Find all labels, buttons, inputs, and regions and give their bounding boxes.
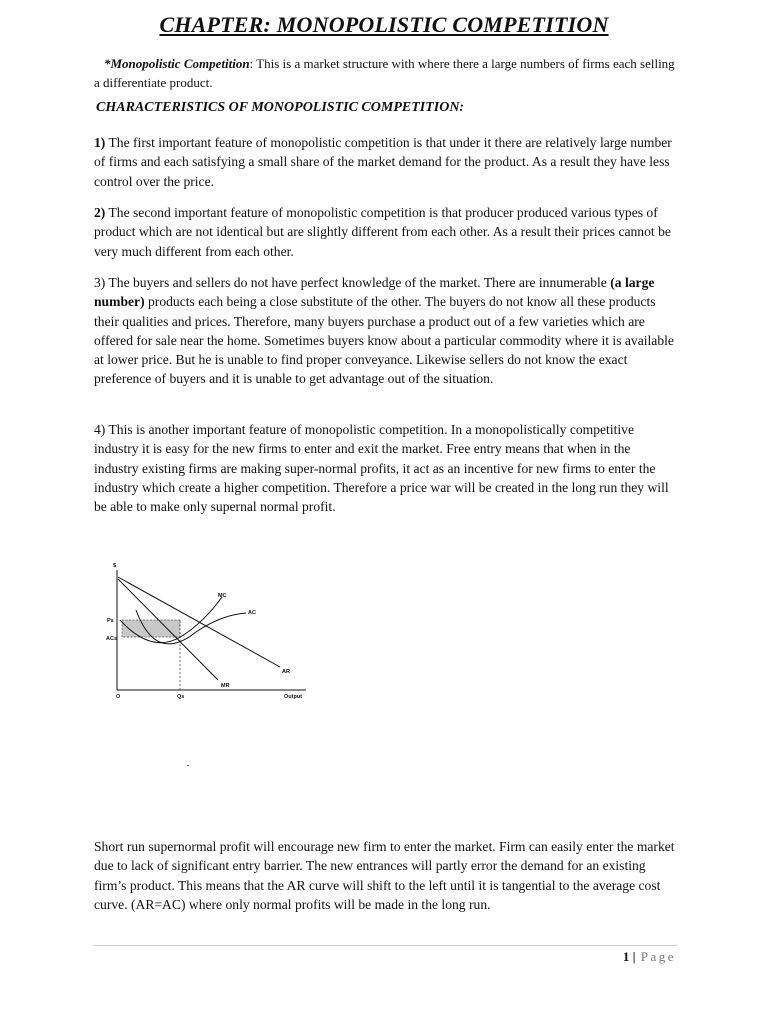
paragraph-3-bold: (a large number): [94, 275, 655, 310]
quantity-label: Qs: [177, 694, 185, 700]
footer-separator: |: [632, 949, 636, 964]
paragraph-3-text-end: products each being a close substitute of the other. The buyers do not know all these products their qualities and prices. Therefore, many buyers purchase a product out of a few varieties which are offered for sale near the home. Sometimes buyers know about a particular commodity where it is available at lower price. But he is unable to find proper conveyance. Likewise sellers do not know the exact preference of buyers and it is unable to get advantage out of the situation.: [94, 294, 674, 387]
paragraph-3: [94, 273, 676, 389]
paragraph-5: Short run supernormal profit will encourage new firm to enter the market. Firm can easily enter the market due to lack of significant entry barrier. The new entrances will partly error the demand for an existing firm’s product. This means that the AR curve will shift to the left until it is tangential to the average cost curve. (AR=AC) where only normal profits will be made in the long run.: [94, 839, 675, 912]
paragraph-1-number: 1): [94, 135, 106, 150]
paragraph-2-number: 2): [94, 205, 106, 220]
y-axis-label: $: [113, 563, 117, 569]
page-footer: [623, 949, 676, 965]
ar-label: AR: [282, 669, 290, 675]
supernormal-profit-area: [122, 620, 180, 637]
stray-mark: [187, 765, 189, 766]
mc-label: MC: [218, 593, 227, 599]
paragraph-2: [94, 203, 676, 261]
mr-label: MR: [221, 683, 230, 689]
chapter-title: CHAPTER: MONOPOLISTIC COMPETITION: [159, 12, 609, 37]
footer-divider: [93, 945, 677, 946]
page-number: 1: [622, 949, 630, 964]
paragraph-1: [94, 133, 676, 191]
price-label: Ps: [107, 618, 114, 624]
paragraph-4: 4) This is another important feature of monopolistic competition. In a monopolistically competitive industry it is easy for the new firms to enter and exit the market. Free entry means that when in the industry existing firms are making super-normal profits, it act as an incentive for new firms to enter the industry which create a higher competition. Therefore a price war will be created in the long run they will be able to make only supernal normal profit.: [94, 422, 669, 515]
characteristics-heading: CHARACTERISTICS OF MONOPOLISTIC COMPETITION:: [96, 100, 465, 115]
average-cost-label: ACs: [106, 636, 118, 642]
monopolistic-competition-diagram: [106, 560, 316, 706]
page-word: Page: [640, 949, 676, 964]
definition-text: : This is a market structure with where there a large numbers of firms each selling a differentiate product.: [94, 56, 675, 90]
paragraph-3-text-start: 3) The buyers and sellers do not have perfect knowledge of the market. There are innumerable: [94, 275, 611, 290]
definition-term: *Monopolistic Competition: [104, 56, 250, 71]
definition-paragraph: [94, 54, 676, 92]
paragraph-2-text: The second important feature of monopolistic competition is that producer produced various types of product which are not identical but are slightly different from each other. As a result their prices cannot be very much different from each other.: [94, 205, 671, 259]
ac-label: AC: [248, 610, 256, 616]
paragraph-1-text: The first important feature of monopolistic competition is that under it there are relatively large number of firms and each satisfying a small share of the market demand for the product. As a result they have less control over the price.: [94, 135, 672, 189]
x-axis-label: Output: [284, 694, 303, 700]
origin-label: O: [116, 694, 121, 700]
